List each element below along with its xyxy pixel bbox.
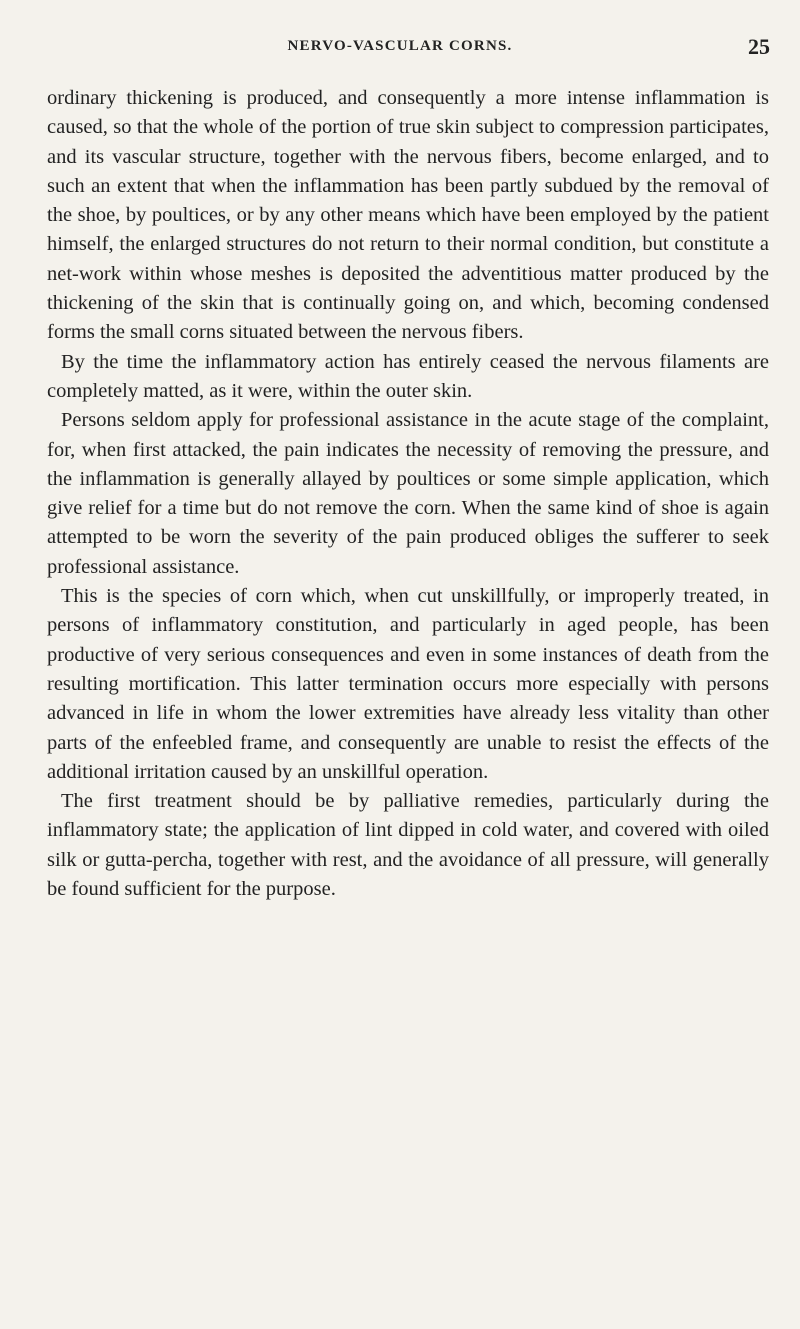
paragraph: This is the species of corn which, when cut unskillfully, or improperly treated, in persons of inflammatory constitution, and particularly in aged people, has been productive of very serious consequences and even in some instances of death from the resulting mortification. This latter termination occurs more especially with persons advanced in life in whom the lower extremities have already less vitality than other parts of the enfeebled frame, and consequently are unable to resist the effects of the additional irritation caused by an unskillful operation. — [47, 585, 769, 783]
paragraph: Persons seldom apply for professional assistance in the acute stage of the complaint, for, when first attacked, the pain indicates the necessity of removing the pressure, and the inflammation is generally allayed by poultices or some simple application, which give relief for a time but do not remove the corn. When the same kind of shoe is again attempted to be worn the severity of the pain produced obliges the sufferer to seek professional assistance. — [47, 409, 769, 578]
body-text — [47, 84, 769, 904]
paragraph: The first treatment should be by palliative remedies, particularly during the inflammatory state; the application of lint dipped in cold water, and covered with oiled silk or gutta-percha, together with rest, and the avoidance of all pressure, will generally be found sufficient for the purpose. — [47, 790, 769, 901]
page-number: 25 — [748, 34, 770, 59]
paragraph: By the time the inflammatory action has entirely ceased the nervous filaments are completely matted, as it were, within the outer skin. — [47, 350, 769, 402]
running-head — [0, 36, 800, 60]
running-title: NERVO-VASCULAR CORNS. — [287, 38, 513, 54]
paragraph-continuation: ordinary thickening is produced, and consequently a more intense inflammation is caused, so that the whole of the portion of true skin subject to compression participates, and its vascular structure, together with the nervous fibers, become enlarged, and to such an extent that when the inflammation has been partly subdued by the removal of the shoe, by poultices, or by any other means which have been employed by the patient himself, the enlarged structures do not return to their normal condition, but constitute a net-work within whose meshes is deposited the adventitious matter produced by the thickening of the skin that is continually going on, and which, becoming condensed forms the small corns situated between the nervous fibers. — [47, 87, 769, 344]
